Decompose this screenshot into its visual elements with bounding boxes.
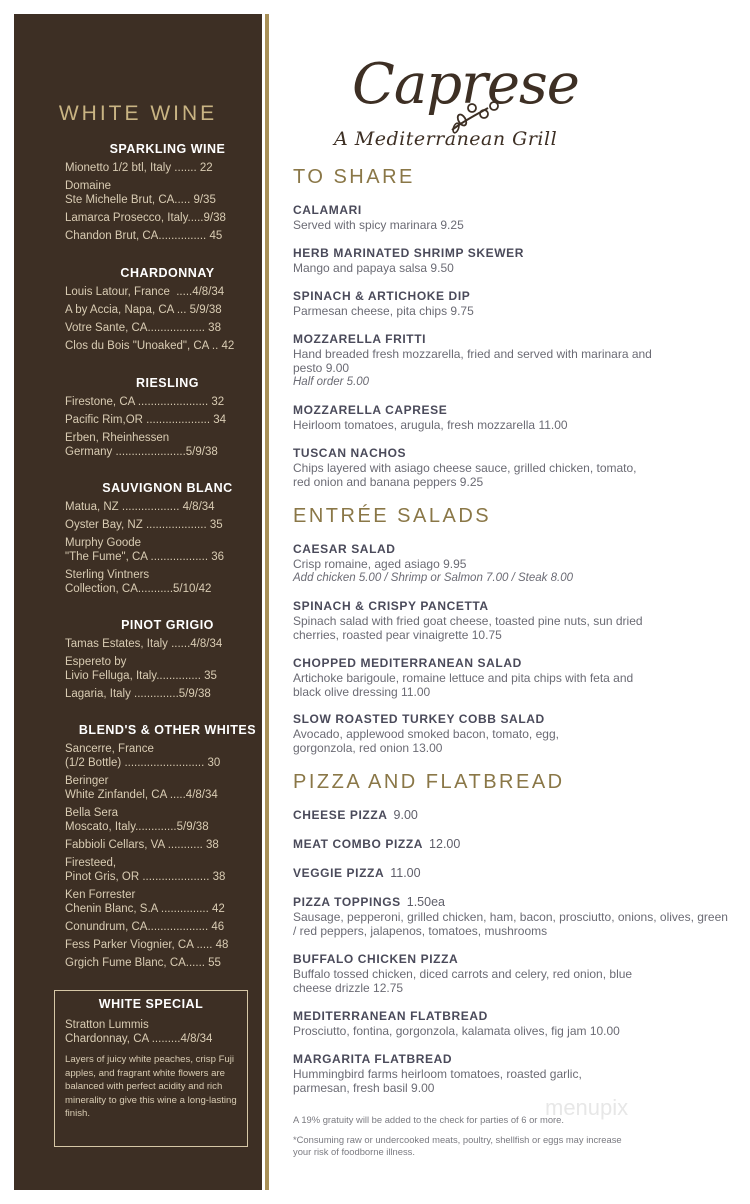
section-heading-entree-salads: ENTRÉE SALADS — [293, 505, 492, 527]
wine-item: Grgich Fume Blanc, CA...... 55 — [65, 957, 221, 969]
white-wine-panel — [14, 14, 262, 1190]
wine-section-sauvignon-blanc — [65, 481, 270, 600]
logo-name: Caprese — [352, 52, 579, 117]
dish-note: Add chicken 5.00 / Shrimp or Salmon 7.00 / Steak 8.00 — [293, 572, 573, 584]
wine-section-heading: SPARKLING WINE — [109, 142, 226, 156]
dish-title: PIZZA TOPPINGS — [293, 895, 401, 909]
dish-mediterranean-salad — [293, 656, 658, 699]
dish-name: CAESAR SALAD — [293, 542, 396, 556]
white-special-box — [54, 990, 248, 1147]
wine-item: Bella Sera Moscato, Italy.............5/9/38 — [65, 807, 209, 833]
wine-section-heading: PINOT GRIGIO — [121, 618, 214, 632]
wine-section-blends — [65, 723, 270, 974]
wine-item: Matua, NZ .................. 4/8/34 — [65, 501, 215, 513]
dish-mediterranean-flatbread — [293, 1009, 733, 1038]
dish-name: BUFFALO CHICKEN PIZZA — [293, 952, 459, 966]
wine-item: A by Accia, Napa, CA ... 5/9/38 — [65, 304, 222, 316]
wine-section-sparkling — [65, 142, 270, 247]
wine-item: Votre Sante, CA.................. 38 — [65, 322, 221, 334]
dish-description: Buffalo tossed chicken, diced carrots and celery, red onion, blue cheese drizzle 12.75 — [293, 967, 633, 995]
wine-item: Ken Forrester Chenin Blanc, S.A ............... 42 — [65, 889, 225, 915]
dish-caesar-salad — [293, 542, 733, 585]
dish-description: Mango and papaya salsa 9.50 — [293, 261, 454, 275]
dish-name — [293, 837, 733, 852]
dish-title: VEGGIE PIZZA — [293, 866, 385, 880]
wine-item: Firestone, CA ...................... 32 — [65, 396, 225, 408]
dish-buffalo-chicken-pizza — [293, 952, 643, 995]
dish-description: Spinach salad with fried goat cheese, toasted pine nuts, sun dried cherries, roasted pear vinaigrette 10.75 — [293, 614, 643, 642]
dish-description: Artichoke barigoule, romaine lettuce and pita chips with feta and black olive dressing 11.00 — [293, 671, 634, 699]
dish-name: SPINACH & ARTICHOKE DIP — [293, 289, 471, 303]
wine-item: Pacific Rim,OR .................... 34 — [65, 414, 227, 426]
logo-tagline: A Mediterranean Grill — [334, 128, 558, 150]
wine-item: Lagaria, Italy ..............5/9/38 — [65, 688, 211, 700]
wine-item: Sterling Vintners Collection, CA...........5/10/42 — [65, 569, 212, 595]
dish-description: Crisp romaine, aged asiago 9.95 — [293, 557, 467, 571]
section-heading-pizza-flatbread: PIZZA AND FLATBREAD — [293, 771, 565, 793]
wine-item: Murphy Goode "The Fume", CA .................. 36 — [65, 537, 224, 563]
dish-name — [293, 808, 733, 823]
wine-item: Conundrum, CA................... 46 — [65, 921, 225, 933]
dish-description: Hand breaded fresh mozzarella, fried and served with marinara and pesto 9.00 — [293, 347, 652, 375]
dish-tuscan-nachos — [293, 446, 638, 489]
dish-description: Served with spicy marinara 9.25 — [293, 218, 464, 232]
wine-section-chardonnay — [65, 266, 270, 357]
dish-veggie-pizza — [293, 866, 733, 881]
dish-description: Avocado, applewood smoked bacon, tomato, egg, gorgonzola, red onion 13.00 — [293, 727, 559, 755]
dish-spinach-pancetta — [293, 599, 653, 642]
dish-price: 9.00 — [393, 808, 418, 822]
white-special-title: WHITE SPECIAL — [98, 997, 204, 1011]
dish-name — [293, 895, 733, 910]
wine-item: Mionetto 1/2 btl, Italy ....... 22 — [65, 162, 213, 174]
dish-margarita-flatbread — [293, 1052, 623, 1095]
wine-section-pinot-grigio — [65, 618, 270, 705]
dish-description: Hummingbird farms heirloom tomatoes, roasted garlic, parmesan, fresh basil 9.00 — [293, 1067, 582, 1095]
wine-item: Erben, Rheinhessen Germany ......................5/9/38 — [65, 432, 218, 458]
wine-item: Fess Parker Viognier, CA ..... 48 — [65, 939, 229, 951]
dish-meat-combo-pizza — [293, 837, 733, 852]
dish-turkey-cobb — [293, 712, 565, 755]
white-special-description: Layers of juicy white peaches, crisp Fuji apples, and fragrant white flowers are balanced with perfect acidity and rich minerality to give this wine a long-lasting finish. — [65, 1054, 237, 1119]
dish-mozzarella-fritti — [293, 332, 653, 389]
dish-description: Parmesan cheese, pita chips 9.75 — [293, 304, 474, 318]
wine-item: Domaine Ste Michelle Brut, CA..... 9/35 — [65, 180, 216, 206]
white-wine-title: WHITE WINE — [58, 102, 218, 125]
wine-item: Clos du Bois "Unoaked", CA .. 42 — [65, 340, 235, 352]
dish-name: CALAMARI — [293, 203, 362, 217]
dish-shrimp-skewer — [293, 246, 733, 275]
dish-name: SLOW ROASTED TURKEY COBB SALAD — [293, 712, 545, 726]
wine-item: Beringer White Zinfandel, CA .....4/8/34 — [65, 775, 218, 801]
dish-description: Sausage, pepperoni, grilled chicken, ham, bacon, prosciutto, onions, olives, green / red peppers, jalapenos, tomatoes, mushrooms — [293, 910, 728, 938]
wine-item: Lamarca Prosecco, Italy.....9/38 — [65, 212, 226, 224]
wine-section-heading: SAUVIGNON BLANC — [102, 481, 233, 495]
section-heading-to-share: TO SHARE — [293, 166, 415, 188]
dish-calamari — [293, 203, 733, 232]
wine-item: Fabbioli Cellars, VA ........... 38 — [65, 839, 219, 851]
dish-name: SPINACH & CRISPY PANCETTA — [293, 599, 489, 613]
dish-name: MOZZARELLA CAPRESE — [293, 403, 448, 417]
gratuity-note: A 19% gratuity will be added to the check for parties of 6 or more. — [293, 1114, 564, 1125]
wine-item: Tamas Estates, Italy ......4/8/34 — [65, 638, 223, 650]
dish-price: 11.00 — [390, 866, 421, 880]
wine-section-riesling — [65, 376, 270, 463]
restaurant-logo — [334, 52, 630, 162]
dish-name: MEDITERRANEAN FLATBREAD — [293, 1009, 488, 1023]
wine-item: Chandon Brut, CA............... 45 — [65, 230, 223, 242]
dish-title: MEAT COMBO PIZZA — [293, 837, 424, 851]
dish-spinach-dip — [293, 289, 733, 318]
dish-name: TUSCAN NACHOS — [293, 446, 407, 460]
gold-divider — [265, 14, 269, 1190]
white-special-wine: Stratton Lummis Chardonnay, CA .........4/8/34 — [65, 1019, 213, 1045]
dish-name: CHOPPED MEDITERRANEAN SALAD — [293, 656, 522, 670]
dish-price: 12.00 — [429, 837, 461, 851]
dish-description: Prosciutto, fontina, gorgonzola, kalamata olives, fig jam 10.00 — [293, 1024, 620, 1038]
consumption-warning: *Consuming raw or undercooked meats, poultry, shellfish or eggs may increase your risk of foodborne illness. — [293, 1134, 622, 1157]
dish-description: Chips layered with asiago cheese sauce, grilled chicken, tomato, red onion and banana peppers 9.25 — [293, 461, 637, 489]
wine-section-heading: CHARDONNAY — [120, 266, 215, 280]
watermark: menupix — [545, 1095, 629, 1120]
dish-cheese-pizza — [293, 808, 733, 823]
dish-price: 1.50ea — [406, 895, 445, 909]
dish-description: Heirloom tomatoes, arugula, fresh mozzarella 11.00 — [293, 418, 568, 432]
dish-name: MARGARITA FLATBREAD — [293, 1052, 453, 1066]
dish-pizza-toppings — [293, 895, 733, 938]
dish-title: CHEESE PIZZA — [293, 808, 388, 822]
dish-mozzarella-caprese — [293, 403, 733, 432]
wine-item: Oyster Bay, NZ ................... 35 — [65, 519, 223, 531]
dish-note: Half order 5.00 — [293, 376, 370, 388]
wine-item: Sancerre, France (1/2 Bottle) ......................... 30 — [65, 743, 221, 769]
dish-name: MOZZARELLA FRITTI — [293, 332, 427, 346]
dish-name: HERB MARINATED SHRIMP SKEWER — [293, 246, 525, 260]
wine-item: Firesteed, Pinot Gris, OR ..................... 38 — [65, 857, 226, 883]
wine-item: Espereto by Livio Felluga, Italy.............. 35 — [65, 656, 217, 682]
dish-name — [293, 866, 733, 881]
wine-section-heading: BLEND'S & OTHER WHITES — [78, 723, 257, 737]
wine-section-heading: RIESLING — [135, 376, 200, 390]
wine-item: Louis Latour, France .....4/8/34 — [65, 286, 225, 298]
